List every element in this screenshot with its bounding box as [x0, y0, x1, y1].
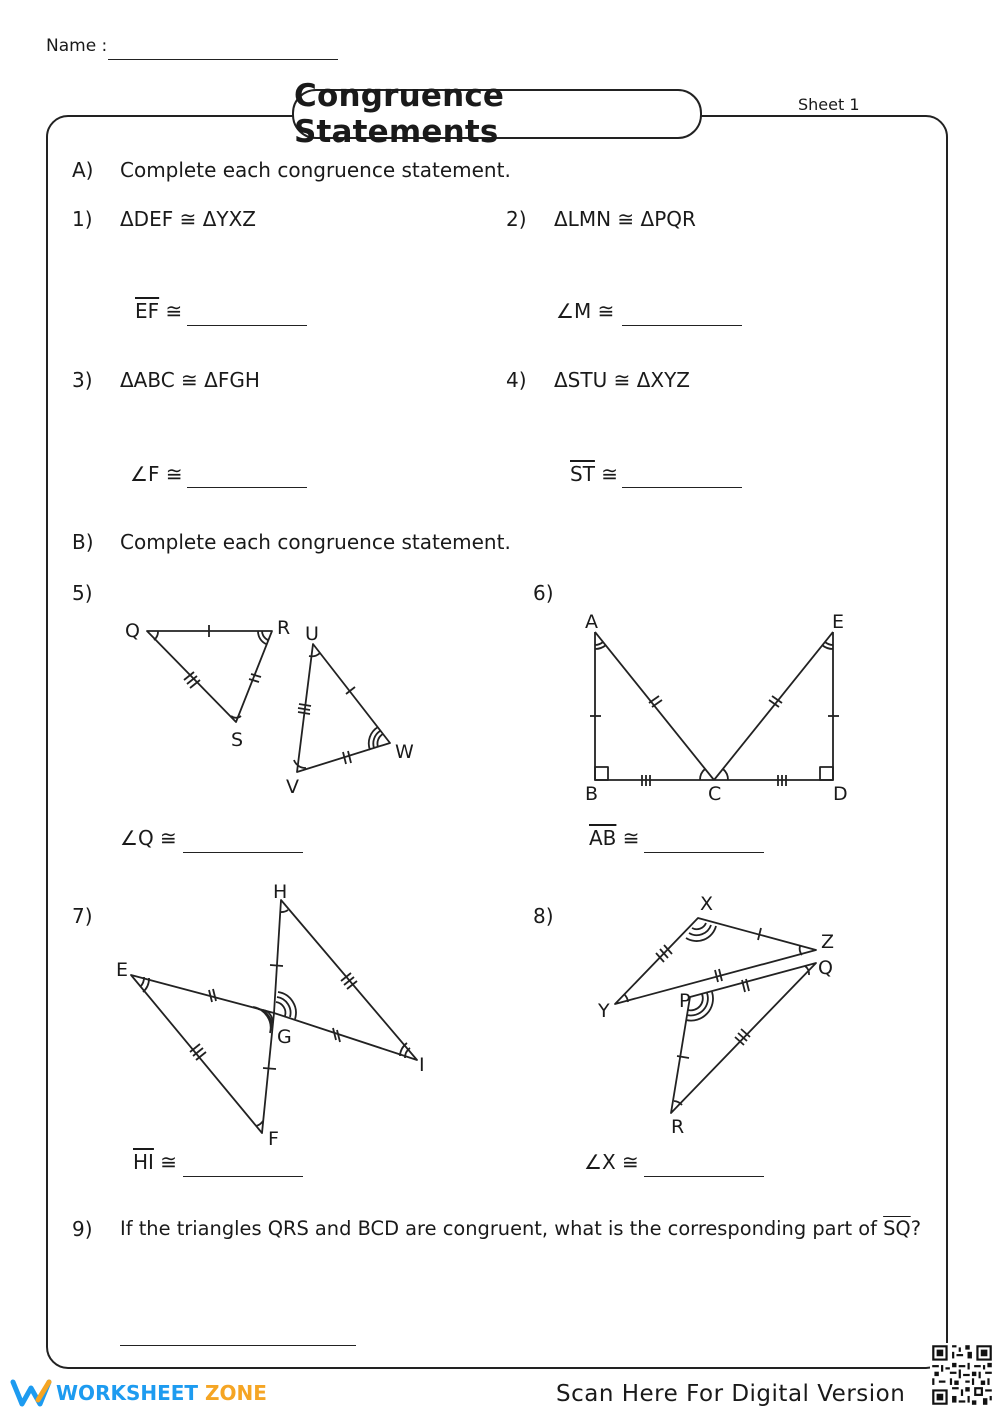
triangle-xzy — [615, 918, 816, 1004]
triangle-qrs — [147, 631, 272, 722]
vertex-label-7-g: G — [277, 1026, 292, 1048]
problem-2-congruent-symbol: ≅ — [597, 299, 615, 323]
problem-8-angle-symbol: ∠ — [584, 1150, 602, 1174]
problem-5-part: Q — [137, 826, 154, 850]
vertex-label-8-q: Q — [818, 957, 833, 979]
worksheet-zone-logo-icon — [10, 1378, 52, 1408]
problem-2-statement: ΔLMN ≅ ΔPQR — [554, 207, 696, 231]
problem-9-question-mark: ? — [910, 1217, 921, 1240]
vertex-label-5-r: R — [277, 617, 291, 639]
vertex-label-8-p: P — [679, 990, 691, 1012]
sheet-label: Sheet 1 — [798, 95, 860, 114]
figure-6 — [590, 632, 839, 786]
problem-7-answer-line[interactable] — [183, 1176, 303, 1177]
vertex-label-7-i: I — [419, 1054, 425, 1076]
problem-9-question — [120, 1217, 940, 1240]
name-label: Name : — [46, 36, 108, 56]
problem-6-part: $\overline{AB}$ — [589, 826, 617, 850]
vertex-label-6-a: A — [585, 611, 598, 633]
section-a-letter: A) — [72, 158, 94, 182]
problem-1-congruent-symbol: ≅ — [165, 299, 183, 323]
problem-3-congruent-symbol: ≅ — [165, 462, 183, 486]
problem-8-congruent-symbol: ≅ — [622, 1150, 639, 1174]
figure-5 — [147, 625, 390, 772]
vertex-label-6-b: B — [585, 783, 599, 805]
problem-4-congruent-symbol: ≅ — [601, 462, 619, 486]
vertex-label-6-c: C — [708, 783, 722, 805]
vertex-label-6-d: D — [833, 783, 848, 805]
problem-3-part: F — [147, 462, 160, 486]
baseline-bd — [595, 632, 833, 780]
problem-6-number: 6) — [533, 581, 554, 605]
page-title: Congruence Statements — [292, 89, 702, 139]
problem-3-angle-symbol: ∠ — [130, 462, 148, 486]
problem-4-number: 4) — [506, 368, 527, 392]
problem-7-number: 7) — [72, 904, 93, 928]
problem-1-part: $\overline{EF}$ — [135, 299, 160, 323]
problem-4-statement: ΔSTU ≅ ΔXYZ — [554, 368, 691, 392]
vertex-label-8-y: Y — [598, 1000, 610, 1022]
brand-name-main: WORKSHEET — [56, 1381, 199, 1405]
vertex-label-5-q: Q — [125, 620, 140, 642]
problem-8-number: 8) — [533, 904, 554, 928]
problem-7-prompt — [133, 1150, 177, 1174]
problem-7-congruent-symbol: ≅ — [160, 1150, 178, 1174]
vertex-label-7-f: F — [268, 1128, 279, 1150]
vertex-label-5-s: S — [231, 729, 244, 751]
vertex-label-5-u: U — [305, 623, 319, 645]
problem-3-number: 3) — [72, 368, 93, 392]
vertex-label-8-x: X — [700, 893, 714, 915]
problem-5-prompt — [120, 826, 177, 850]
problem-2-part: M — [573, 299, 592, 323]
scan-here-text: Scan Here For Digital Version — [556, 1381, 906, 1407]
brand-name — [56, 1381, 267, 1405]
vertex-label-7-h: H — [273, 881, 288, 903]
problem-1-number: 1) — [72, 207, 93, 231]
problem-7-part: $\overline{HI}$ — [133, 1150, 154, 1174]
vertex-label-7-e: E — [116, 959, 129, 981]
problem-8-prompt — [584, 1150, 639, 1174]
problem-2-number: 2) — [506, 207, 527, 231]
problem-5-answer-line[interactable] — [183, 852, 303, 853]
triangle-hig — [274, 900, 417, 1060]
problem-6-answer-line[interactable] — [644, 852, 764, 853]
problem-9-text: If the triangles QRS and BCD are congruent, what is the corresponding part of — [120, 1217, 877, 1240]
vertex-label-8-r: R — [671, 1116, 685, 1138]
problem-3-statement: ΔABC ≅ ΔFGH — [120, 368, 260, 392]
figure-7 — [131, 900, 417, 1133]
vertex-label-8-z: Z — [821, 931, 835, 953]
segment-ec — [714, 632, 833, 780]
qr-code-icon[interactable] — [930, 1343, 994, 1407]
vertex-label-6-e: E — [832, 611, 845, 633]
section-a-instruction: Complete each congruence statement. — [120, 158, 511, 182]
vertex-label-5-w: W — [395, 741, 414, 763]
problem-1-statement: ΔDEF ≅ ΔYXZ — [120, 207, 256, 231]
section-b-letter: B) — [72, 530, 94, 554]
problem-8-part: X — [601, 1150, 616, 1174]
brand-name-accent: ZONE — [205, 1381, 267, 1405]
problem-5-number: 5) — [72, 581, 93, 605]
vertex-label-5-v: V — [286, 776, 299, 798]
problem-6-congruent-symbol: ≅ — [622, 826, 640, 850]
brand-logo — [10, 1378, 267, 1408]
problem-5-congruent-symbol: ≅ — [160, 826, 177, 850]
problem-2-angle-symbol: ∠ — [556, 299, 574, 323]
section-b-instruction: Complete each congruence statement. — [120, 530, 511, 554]
problem-4-part: $\overline{ST}$ — [570, 462, 595, 486]
problem-9-part: $\overline{SQ}$ — [883, 1217, 911, 1240]
problem-6-prompt — [589, 826, 640, 850]
problem-9-answer-line[interactable] — [120, 1345, 356, 1346]
problem-9-number: 9) — [72, 1217, 93, 1241]
figure-8 — [615, 918, 816, 1113]
problem-8-answer-line[interactable] — [644, 1176, 764, 1177]
problem-5-angle-symbol: ∠ — [120, 826, 138, 850]
